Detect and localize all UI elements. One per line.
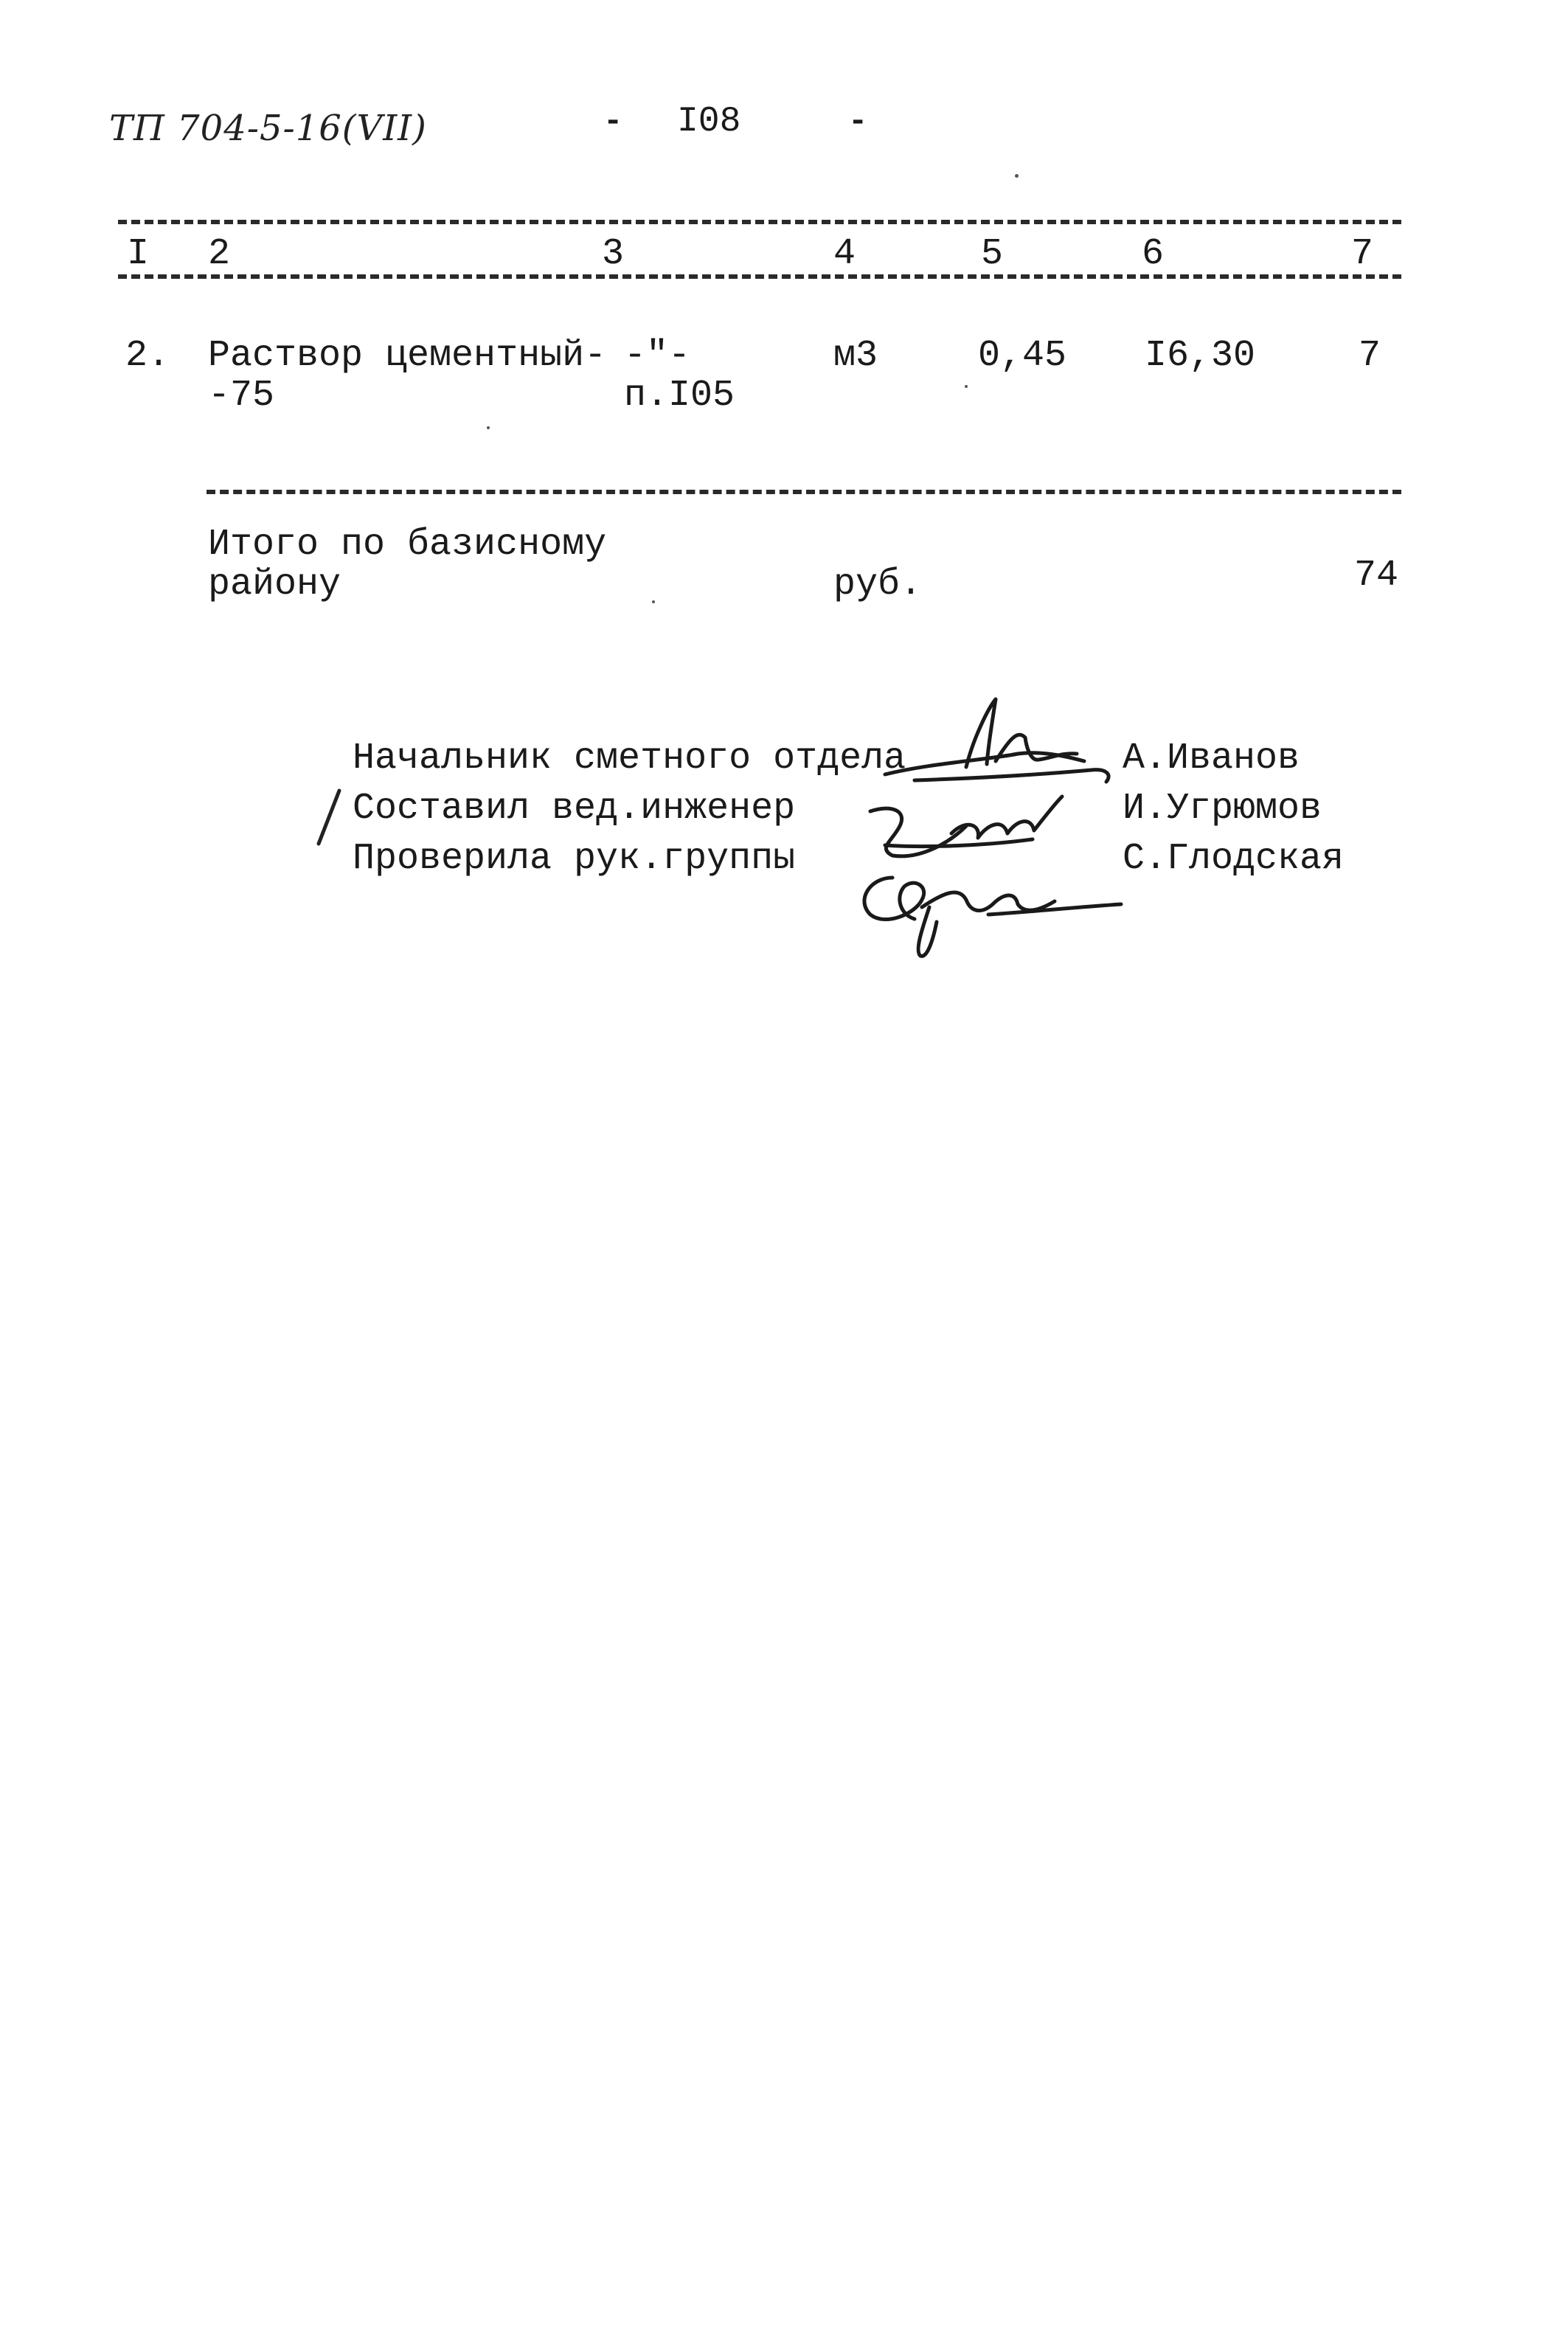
scan-speck <box>965 385 968 388</box>
scan-speck <box>652 600 655 603</box>
page-number-dash-right: - <box>848 103 868 140</box>
total-separator-rule <box>207 490 1401 494</box>
document-code: ТП 704-5-16(VII) <box>109 108 427 149</box>
column-header-rule <box>118 274 1401 279</box>
column-number: 3 <box>602 233 625 275</box>
signature-role: Начальник сметного отдела <box>353 738 906 780</box>
scan-speck <box>487 426 490 429</box>
page-number: I08 <box>677 102 741 142</box>
signature-role: Составил вед.инженер <box>353 788 796 830</box>
page-number-dash-left: - <box>603 103 623 140</box>
item-total: 7 <box>1359 335 1381 377</box>
item-source-line2: п.I05 <box>624 375 735 417</box>
item-unit: м3 <box>833 335 878 377</box>
item-price: I6,30 <box>1145 335 1256 377</box>
signature-role: Проверила рук.группы <box>353 838 796 880</box>
signatory-name: И.Угрюмов <box>1123 788 1322 830</box>
slash-mark <box>314 788 344 847</box>
column-number: 7 <box>1351 233 1374 275</box>
column-number: 2 <box>208 233 231 275</box>
table-top-rule <box>118 220 1401 224</box>
signatory-name: А.Иванов <box>1123 738 1300 780</box>
column-number: I <box>127 233 150 275</box>
handwritten-signature <box>841 693 1136 959</box>
row-number: 2. <box>125 335 170 377</box>
item-name-line1: Раствор цементный- <box>208 335 607 377</box>
column-number: 4 <box>833 233 856 275</box>
total-unit: руб. <box>833 563 923 606</box>
total-label-line2: району <box>208 563 341 606</box>
column-number: 6 <box>1142 233 1165 275</box>
total-value: 74 <box>1354 555 1399 597</box>
item-source-line1: -"- <box>624 335 691 377</box>
signatory-name: С.Глодская <box>1123 838 1345 880</box>
column-number: 5 <box>981 233 1004 275</box>
item-name-line2: -75 <box>208 375 275 417</box>
item-quantity: 0,45 <box>978 335 1067 377</box>
scan-speck <box>1015 174 1019 178</box>
total-label-line1: Итого по базисному <box>208 524 607 566</box>
